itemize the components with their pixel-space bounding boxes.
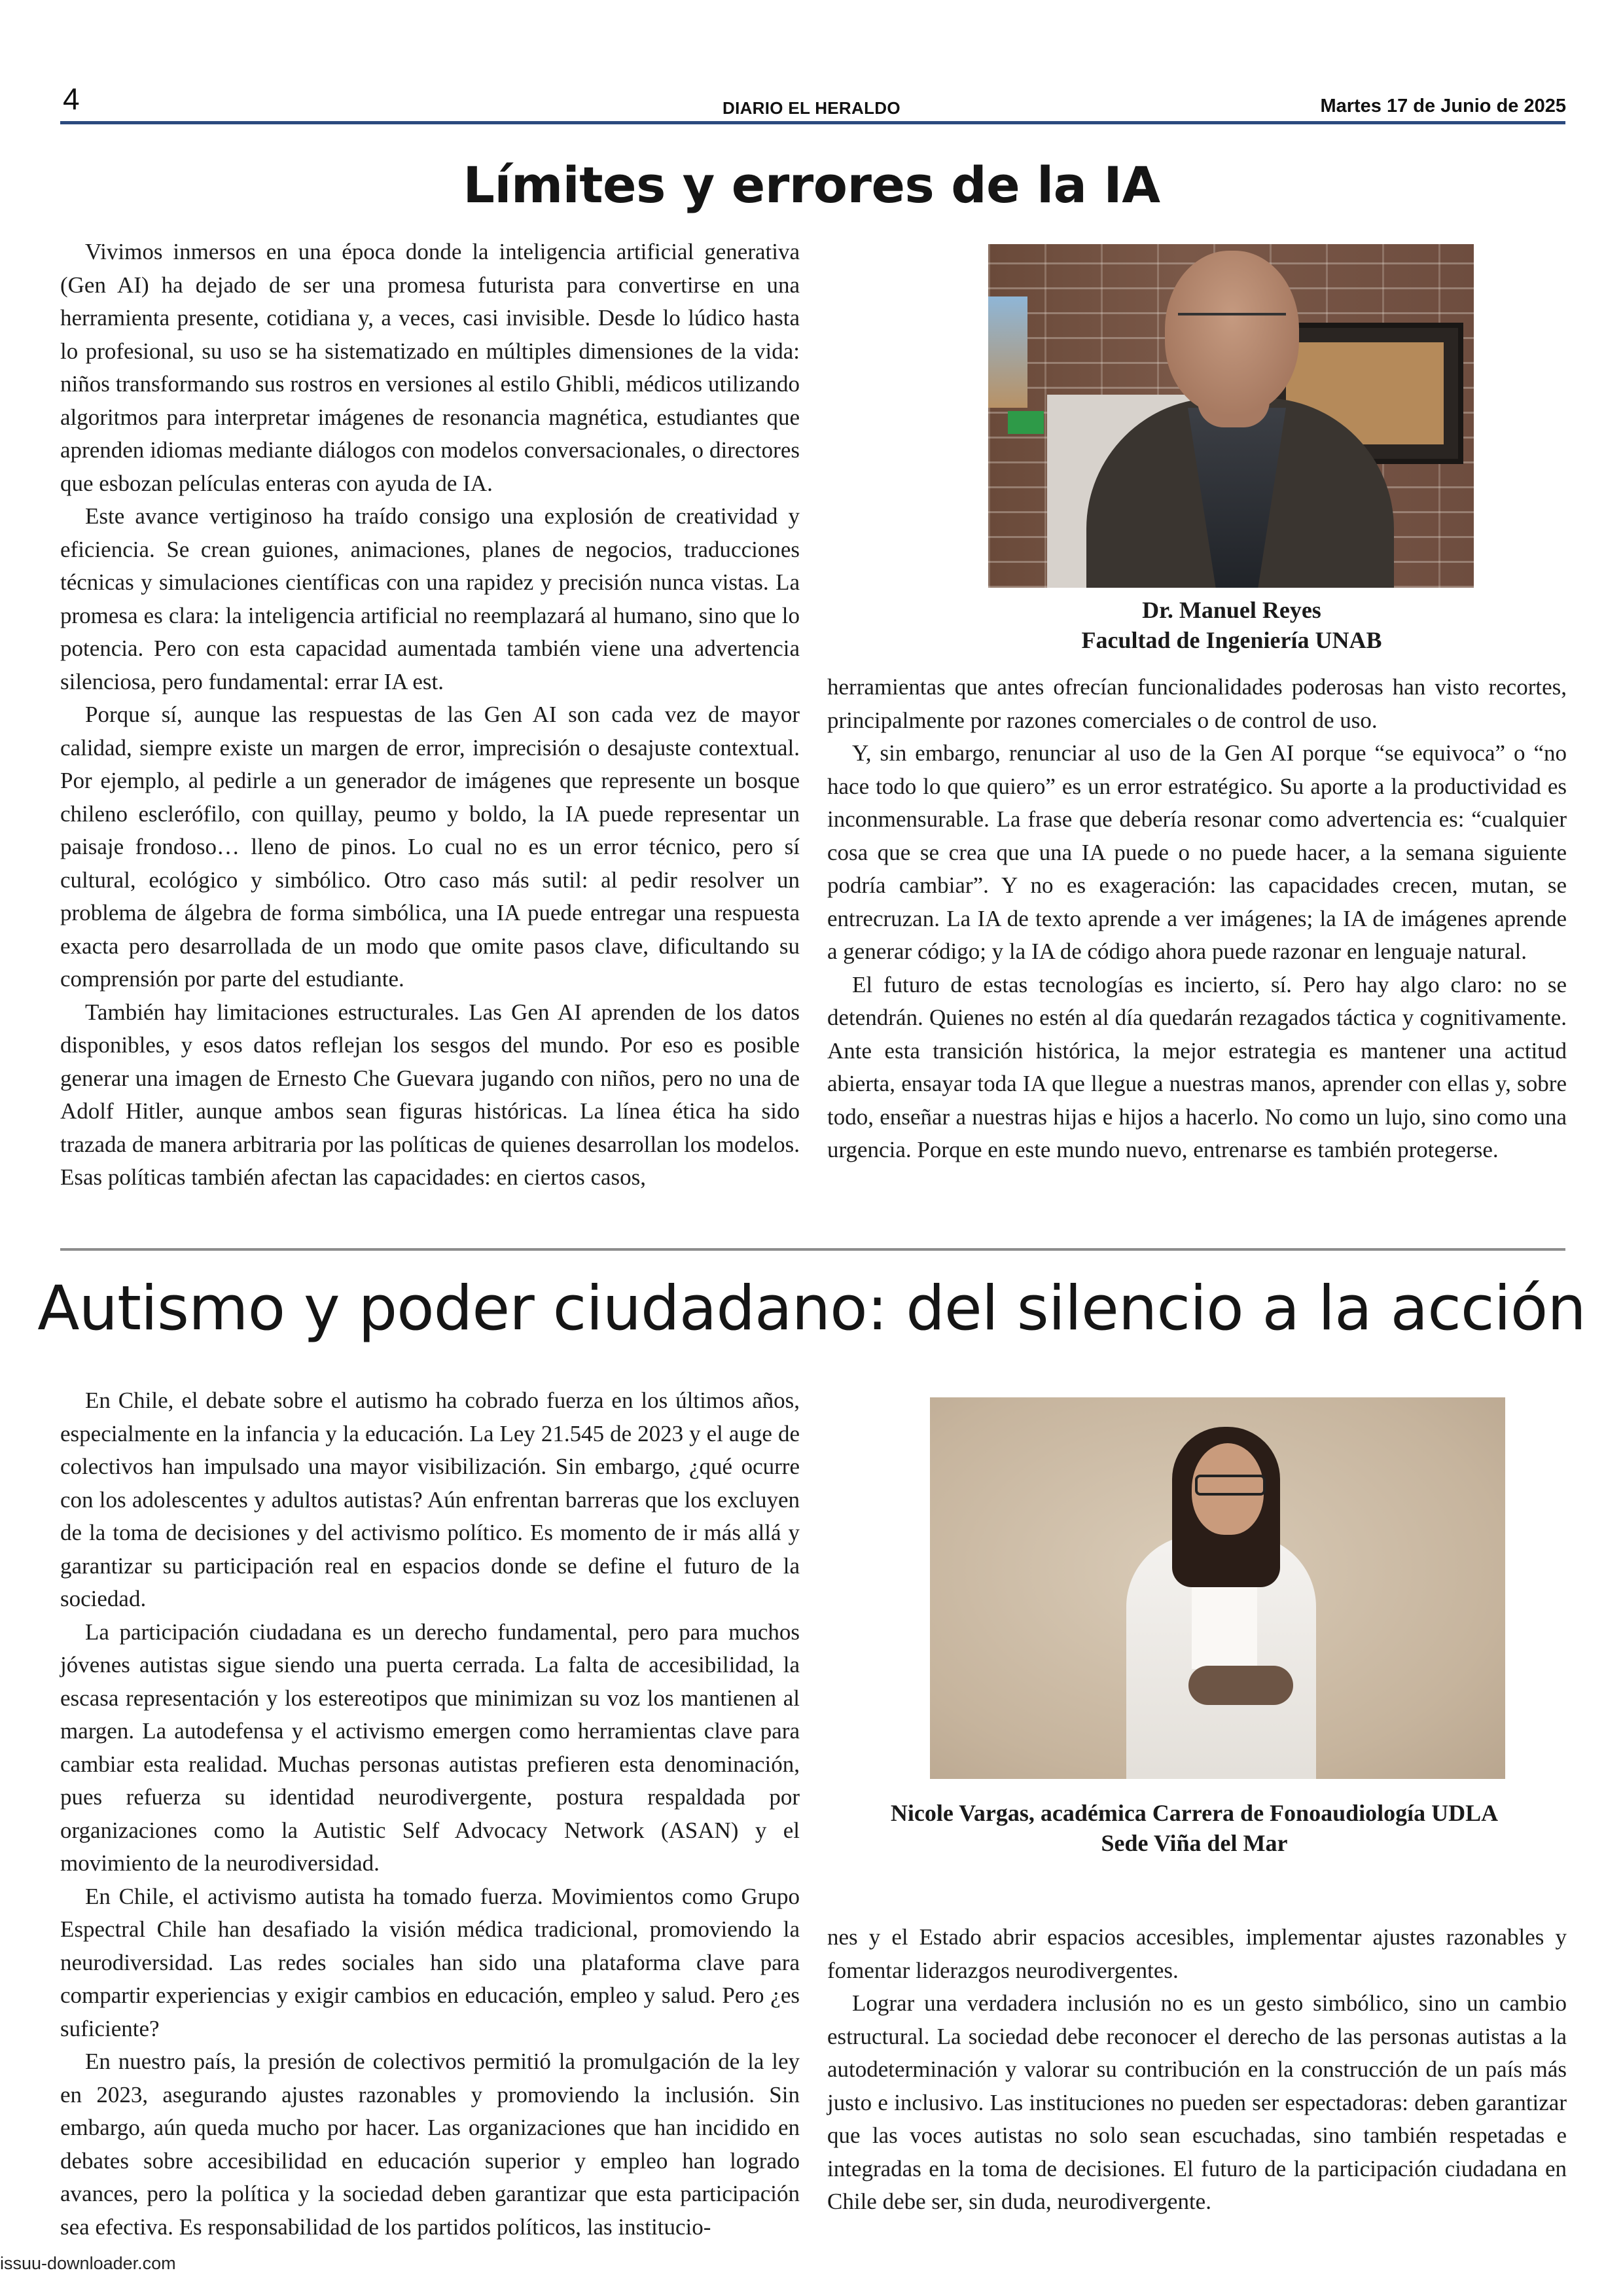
nicole-vargas-photo (930, 1397, 1505, 1779)
article2-right-column (827, 1921, 1567, 2219)
newspaper-name: DIARIO EL HERALDO (722, 98, 901, 118)
article2-left-column (60, 1384, 800, 2244)
article2-paragraph: En Chile, el debate sobre el autismo ha cobrado fuerza en los últimos años, especialmente en la infancia y la educación. La Ley 21.545 de 2023 y el auge de colectivos han impulsado una mayor visibilización. Sin embargo, ¿qué ocurre con los adolescentes y adultos autistas? Aún enfrentan barreras que los excluyen de la toma de decisiones y del activismo político. Es momento de ir más allá y garantizar su participación real en espacios donde se define el futuro de la sociedad. (60, 1388, 800, 1611)
caption-role: Facultad de Ingeniería UNAB (1081, 627, 1382, 653)
page-number: 4 (63, 82, 80, 116)
article2-paragraph: En nuestro país, la presión de colectivos permitió la promulgación de la ley en 2023, asegurando ajustes razonables y promoviendo la inclusión. Sin embargo, aún queda mucho por hacer. Las organizaciones que han incidido en debates sobre accesibilidad en educación superior y empleo han logrado avances, pero la política y la sociedad deben garantizar que esta participación sea efectiva. Es responsabilidad de los partidos políticos, las institucio- (60, 2049, 800, 2240)
exit-sign-icon (1008, 411, 1044, 434)
article1-paragraph: Vivimos inmersos en una época donde la inteligencia artificial generativa (Gen AI) ha dejado de ser una promesa futurista para convertirse en una herramienta presente, cotidiana y, a veces, casi invisible. Desde lo lúdico hasta lo profesional, su uso se ha sistematizado en múltiples dimensiones de la vida: niños transformando sus rostros en versiones al estilo Ghibli, médicos utilizando algoritmos para interpretar imágenes de resonancia magnética, estudiantes que aprenden idiomas mediante diálogos con modelos conversacionales, o directores que esbozan películas enteras con ayuda de IA. (60, 239, 800, 496)
issue-date: Martes 17 de Junio de 2025 (1320, 96, 1566, 117)
manuel-reyes-photo (988, 244, 1474, 588)
article1-paragraph: También hay limitaciones estructurales. Las Gen AI aprenden de los datos disponibles, y esos datos reflejan los sesgos del mundo. Por eso es posible generar una imagen de Ernesto Che Guevara jugando con niños, pero no una de Adolf Hitler, aunque ambos sean figuras históricas. La línea ética ha sido trazada de manera arbitraria por las políticas de quienes desarrollan los modelos. Esas políticas también afectan las capacidades: en ciertos casos, (60, 999, 800, 1190)
article1-continuation: herramientas que antes ofrecían funcionalidades poderosas han visto recortes, principalmente por razones comerciales o de control de uso. (827, 674, 1567, 733)
section-divider (60, 1248, 1565, 1251)
caption-line1: Nicole Vargas, académica Carrera de Fonoaudiología UDLA (890, 1800, 1499, 1826)
footer-credit: issuu-downloader.com (0, 2253, 176, 2273)
article1-left-column (60, 236, 800, 1194)
article2-photo-caption (831, 1798, 1558, 1858)
article1-paragraph: Este avance vertiginoso ha traído consigo una explosión de creatividad y eficiencia. Se crean guiones, animaciones, planes de negocios, traducciones técnicas y simulaciones científicas con una rapidez y precisión nunca vistas. La promesa es clara: la inteligencia artificial no reemplazará al humano, sino que lo potencia. Pero con esta capacidad aumentada también viene una advertencia silenciosa, pero fundamental: errar IA est. (60, 503, 800, 694)
article2-headline: Autismo y poder ciudadano: del silencio a la acción (37, 1273, 1586, 1344)
article2-paragraph: Lograr una verdadera inclusión no es un gesto simbólico, sino un cambio estructural. La sociedad debe reconocer el derecho de las personas autistas a la autodeterminación y valorar su contribución en la construcción de un país más justo e inclusivo. Las instituciones no pueden ser espectadoras: deben garantizar que las voces autistas no solo sean escuchadas, sino también respetadas e integradas en la toma de decisiones. El futuro de la participación ciudadana en Chile debe ser, sin duda, neurodivergente. (827, 1990, 1567, 2214)
article2-continuation: nes y el Estado abrir espacios accesibles, implementar ajustes razonables y fomentar liderazgos neurodivergentes. (827, 1924, 1567, 1983)
article1-paragraph: Y, sin embargo, renunciar al uso de la Gen AI porque “se equivoca” o “no hace todo lo que quiero” es un error estratégico. Su aporte a la productividad es inconmensurable. La frase que debería resonar como advertencia es: “cualquier cosa que se crea que una IA puede o no puede hacer, a la semana siguiente podría cambiar”. Y no es exageración: las capacidades crecen, mutan, se entrecruzan. La IA de texto aprende a ver imágenes; la IA de imágenes aprende a generar código; y la IA de código ahora puede razonar en lenguaje natural. (827, 740, 1567, 964)
article1-paragraph: Porque sí, aunque las respuestas de las Gen AI son cada vez de mayor calidad, siempre existe un margen de error, imprecisión o desajuste contextual. Por ejemplo, al pedirle a un generador de imágenes que represente un bosque chileno esclerófilo, con quillay, peumo y boldo, la IA puede representar un paisaje frondoso… lleno de pinos. Lo cual no es un error técnico, pero sí cultural, ecológico y simbólico. Otro caso más sutil: al pedir resolver un problema de álgebra de forma simbólica, una IA puede entregar una respuesta exacta pero desarrollada de un modo que omite pasos clave, dificultando su comprensión por parte del estudiante. (60, 702, 800, 992)
article1-headline: Límites y errores de la IA (463, 156, 1160, 214)
article1-paragraph: El futuro de estas tecnologías es incierto, sí. Pero hay algo claro: no se detendrán. Quienes no estén al día quedarán rezagados táctica y cognitivamente. Ante esta transición histórica, la mejor estrategia es mantener una actitud abierta, ensayar toda IA que llegue a nuestras manos, aprender con ellas y, sobre todo, enseñar a nuestras hijas e hijos a hacerlo. No como un lujo, sino como una urgencia. Porque en este mundo nuevo, entrenarse es también protegerse. (827, 971, 1567, 1162)
caption-name: Dr. Manuel Reyes (1142, 597, 1321, 623)
caption-line2: Sede Viña del Mar (1101, 1830, 1288, 1856)
header-rule (60, 121, 1565, 124)
article1-photo-caption (904, 595, 1559, 655)
article2-paragraph: La participación ciudadana es un derecho fundamental, pero para muchos jóvenes autistas sigue siendo una puerta cerrada. La falta de accesibilidad, la escasa representación y los estereotipos que minimizan su voz los mantienen al margen. La autodefensa y el activismo emergen como herramientas clave para cambiar esta realidad. Muchas personas autistas prefieren esta denominación, pues refuerza su identidad neurodivergente, postura respaldada por organizaciones como la Autistic Self Advocacy Network (ASAN) y el movimiento de la neurodiversidad. (60, 1619, 800, 1876)
article1-right-column (827, 671, 1567, 1167)
article2-paragraph: En Chile, el activismo autista ha tomado fuerza. Movimientos como Grupo Espectral Chile han desafiado la visión médica tradicional, promoviendo la neurodiversidad. Las redes sociales han sido una plataforma clave para compartir experiencias y exigir cambios en educación, empleo y salud. Pero ¿es suficiente? (60, 1883, 800, 2041)
